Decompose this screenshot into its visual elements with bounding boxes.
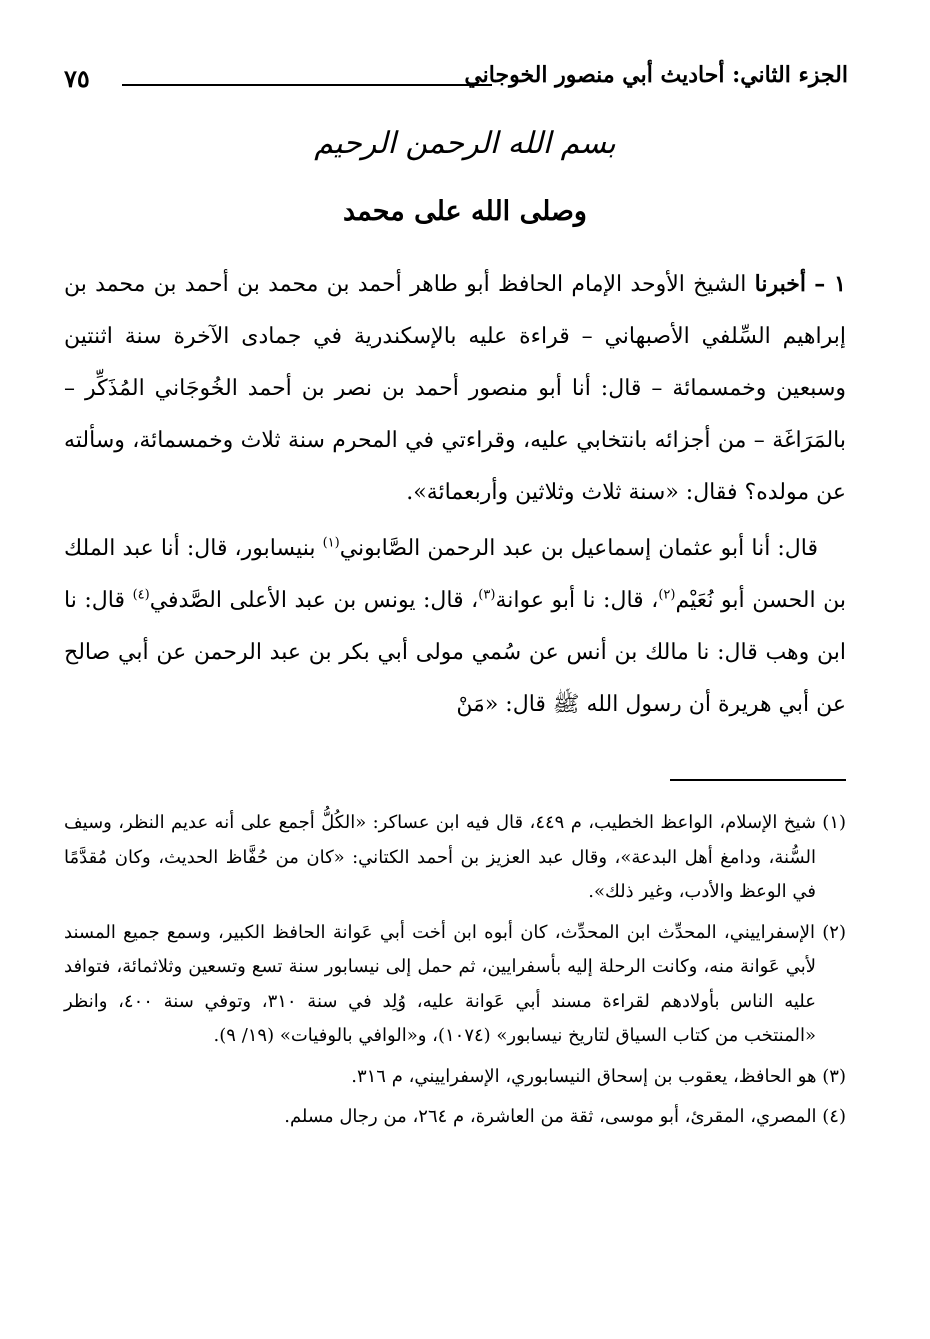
salutation-heading: وصلى الله على محمد: [343, 196, 587, 227]
footnote-marker-4[interactable]: (٤): [132, 587, 150, 603]
footnote-marker-1[interactable]: (١): [322, 535, 340, 551]
isnad-paragraph-1: [64, 258, 846, 519]
footnotes: [64, 806, 846, 1135]
isnad-text-2a: قال: أنا أبو عثمان إسماعيل بن عبد الرحمن الصَّابوني: [339, 536, 818, 561]
running-header: [64, 58, 848, 98]
footnote-separator: [670, 779, 846, 781]
page-number: ٧٥: [64, 64, 90, 93]
isnad-text-2e: قال: نا ابن وهب قال: نا مالك بن أنس عن سُمي مولى أبي بكر بن عبد الرحمن عن أبي صالح عن أبي هريرة أن رسول الله ﷺ قال: «مَنْ: [64, 588, 846, 717]
isnad-text-2b: بنيسابور، قال: أنا عبد الملك بن الحسن أبو نُعَيْم: [64, 536, 847, 613]
basmala: بسم الله الرحمن الرحيم: [314, 126, 616, 161]
footnote-3: (٣) هو الحافظ، يعقوب بن إسحاق النيسابوري، الإسفراييني، م ٣١٦.: [351, 1065, 846, 1087]
footnote-2: (٢) الإسفراييني، المحدِّث ابن المحدِّث، كان أبوه ابن أخت أبي عَوانة الحافظ الكبير، وسمع جميع المسند لأبي عَوانة منه، وكانت الرحلة إليه بأسفرايين، ثم حمل إلى نيسابور سنة تسع وتسعين وثلاثمائة، فتوافد عليه الناس بأولادهم لقراءة مسند أبي عَوانة عليه، وُلِد في سنة ٣١٠، وتوفي سنة ٤٠٠، وانظر «المنتخب من كتاب السياق لتاريخ نيسابور» (١٠٧٤)، و«الوافي بالوفيات» (١٩/ ٩).: [64, 921, 846, 1046]
isnad-text-2c: ، قال: نا أبو عوانة: [495, 588, 659, 613]
running-header-title: الجزء الثاني: أحاديث أبي منصور الخوجاني: [464, 62, 848, 88]
isnad-text-1: الشيخ الأوحد الإمام الحافظ أبو طاهر أحمد بن محمد بن أحمد بن محمد بن إبراهيم السِّلفي الأصبهاني – قراءة عليه بالإسكندرية في جمادى الآخرة سنة اثنتين وسبعين وخمسمائة – قال: أنا أبو منصور أحمد بن نصر بن أحمد الخُوجَاني المُذَكِّر – بالمَرَاغَة – من أجزائه بانتخابي عليه، وقراءتي في المحرم سنة ثلاث وخمسمائة، وسألته عن مولده؟ فقال: «سنة ثلاث وثلاثين وأربعمائة».: [64, 272, 846, 505]
isnad-text-2d: ، قال: يونس بن عبد الأعلى الصَّدفي: [149, 588, 479, 613]
footnote-marker-3[interactable]: (٣): [478, 587, 496, 603]
hadith-number: ١ –: [814, 271, 846, 297]
footnote-marker-2[interactable]: (٢): [658, 587, 676, 603]
footnote-1: (١) شيخ الإسلام، الواعظ الخطيب، م ٤٤٩، قال فيه ابن عساكر: «الكُلُّ أجمع على أنه عديم النظر، وسيف السُّنة، ودامغ أهل البدعة»، وقال عبد العزيز بن أحمد الكتاني: «كان من حُفَّاظ الحديث، وكان مُقدَّمًا في الوعظ والأدب، وغير ذلك».: [64, 812, 847, 902]
hadith-text: [64, 258, 846, 731]
hadith-lead-word: أخبرنا: [754, 271, 806, 297]
isnad-paragraph-2: [64, 523, 846, 731]
header-rule: [122, 84, 492, 86]
footnote-4: (٤) المصري، المقرئ، أبو موسى، ثقة من العاشرة، م ٢٦٤، من رجال مسلم.: [284, 1106, 846, 1127]
